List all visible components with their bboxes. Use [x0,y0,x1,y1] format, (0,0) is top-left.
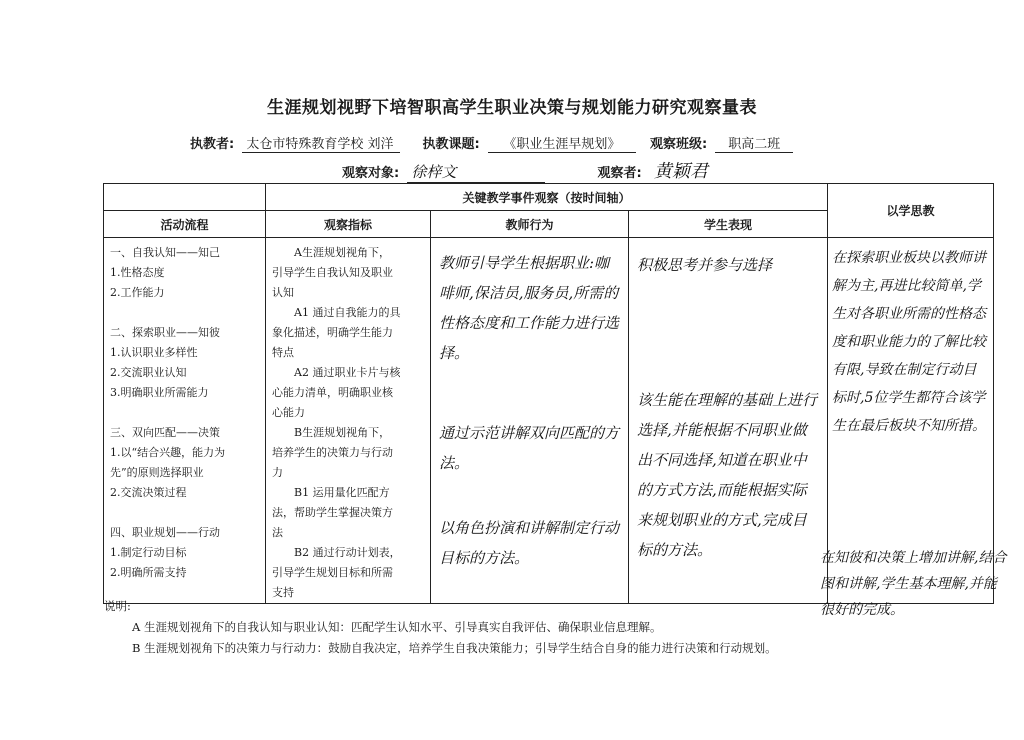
indicator-line: 引导学生自我认知及职业 [272,266,393,279]
student-performance-cell [629,238,828,604]
indicator-line: A2 通过职业卡片与核 [294,366,401,379]
observation-table [103,183,994,604]
activity-line: 1.以“结合兴趣，能力为 [110,446,226,459]
indicator-line: 特点 [272,346,294,359]
object-label: 观察对象: [342,166,400,181]
notes-section [104,596,777,659]
teacher-behavior-cell [431,238,629,604]
indicator-line: 认知 [272,286,294,299]
indicator-line: B生涯规划视角下， [294,426,391,439]
activity-line: 2.明确所需支持 [110,566,187,579]
indicator-line: 力 [272,466,283,479]
indicator-line: B1 运用量化匹配方 [294,486,390,499]
teacher-note-1: 教师引导学生根据职业:咖啡师,保洁员,服务员,所需的性格态度和工作能力进行选择。 [439,254,620,362]
indicator-line: A生涯规划视角下， [294,246,390,259]
teacher-label: 执教者: [190,137,235,152]
activity-line: 1.制定行动目标 [110,546,187,559]
student-note-2: 该生能在理解的基础上进行选择,并能根据不同职业做出不同选择,知道在职业中的方式方法,而能根据实际来规划职业的方式,完成目标的方法。 [637,391,818,559]
indicator-line: A1 通过自我能力的具 [294,306,401,319]
indicator-cell [266,238,431,604]
class-label: 观察班级: [649,137,708,152]
col-header-student: 学生表现 [629,211,828,238]
student-note-1: 积极思考并参与选择 [637,256,773,274]
col-header-indicator: 观察指标 [266,211,431,238]
reflection-note-1: 在探索职业板块以教师讲解为主,再进比较简单,学生对各职业所需的性格态度和职业能力的了解比较有限,导致在制定行动目标时,5位学生都符合该学生在最后板块不知所措。 [832,250,987,434]
activity-line: 二、探索职业——知彼 [110,326,220,339]
indicator-line: 法，帮助学生掌握决策方 [272,506,393,519]
activity-line: 3.明确职业所需能力 [110,386,209,399]
reflection-note-2: 在知彼和决策上增加讲解,结合图和讲解,学生基本理解,并能很好的完成。 [820,550,1007,618]
teacher-note-2: 通过示范讲解双向匹配的方法。 [439,424,620,472]
object-value: 徐梓文 [407,161,545,183]
meta-row-1 [190,133,793,153]
meta-row-2 [342,157,838,184]
notes-label: 说明: [104,599,131,613]
activity-line: 2.交流职业认知 [110,366,187,379]
indicator-line: B2 通过行动计划表， [294,546,401,559]
topic-label: 执教课题: [422,137,480,152]
indicator-line: 心能力清单，明确职业核 [272,386,393,399]
teacher-value: 太仓市特殊教育学校 刘洋 [242,133,400,153]
activity-cell [104,238,266,604]
activity-line: 1.认识职业多样性 [110,346,198,359]
col-header-activity: 活动流程 [104,211,266,238]
activity-line: 1.性格态度 [110,266,165,279]
indicator-line: 培养学生的决策力与行动 [272,446,393,459]
group-header: 关键教学事件观察（按时间轴） [266,184,828,211]
note-b: B 生涯规划视角下的决策力与行动力：鼓励自我决定，培养学生自我决策能力；引导学生结合自身的能力进行决策和行动规划。 [132,641,777,655]
class-value: 职高二班 [715,133,793,153]
observer-value: 黄颖君 [650,157,838,184]
activity-line: 2.工作能力 [110,286,165,299]
page-title: 生涯规划视野下培智职高学生职业决策与规划能力研究观察量表 [267,98,757,118]
activity-line: 四、职业规划——行动 [110,526,220,539]
activity-line: 三、双向匹配——决策 [110,426,220,439]
topic-value: 《职业生涯早规划》 [488,133,636,153]
indicator-line: 心能力 [272,406,305,419]
teacher-note-3: 以角色扮演和讲解制定行动目标的方法。 [439,519,620,567]
note-a: A 生涯规划视角下的自我认知与职业认知：匹配学生认知水平、引导真实自我评估、确保职业信息理解。 [132,620,662,634]
activity-line: 先”的原则选择职业 [110,466,204,479]
indicator-line: 支持 [272,586,294,599]
activity-line: 一、自我认知——知己 [110,246,220,259]
indicator-line: 法 [272,526,283,539]
indicator-line: 象化描述，明确学生能力 [272,326,393,339]
reflect-header: 以学思教 [828,184,994,238]
col-header-teacher: 教师行为 [431,211,629,238]
indicator-line: 引导学生规划目标和所需 [272,566,393,579]
observer-label: 观察者: [597,166,642,181]
activity-line: 2.交流决策过程 [110,486,187,499]
